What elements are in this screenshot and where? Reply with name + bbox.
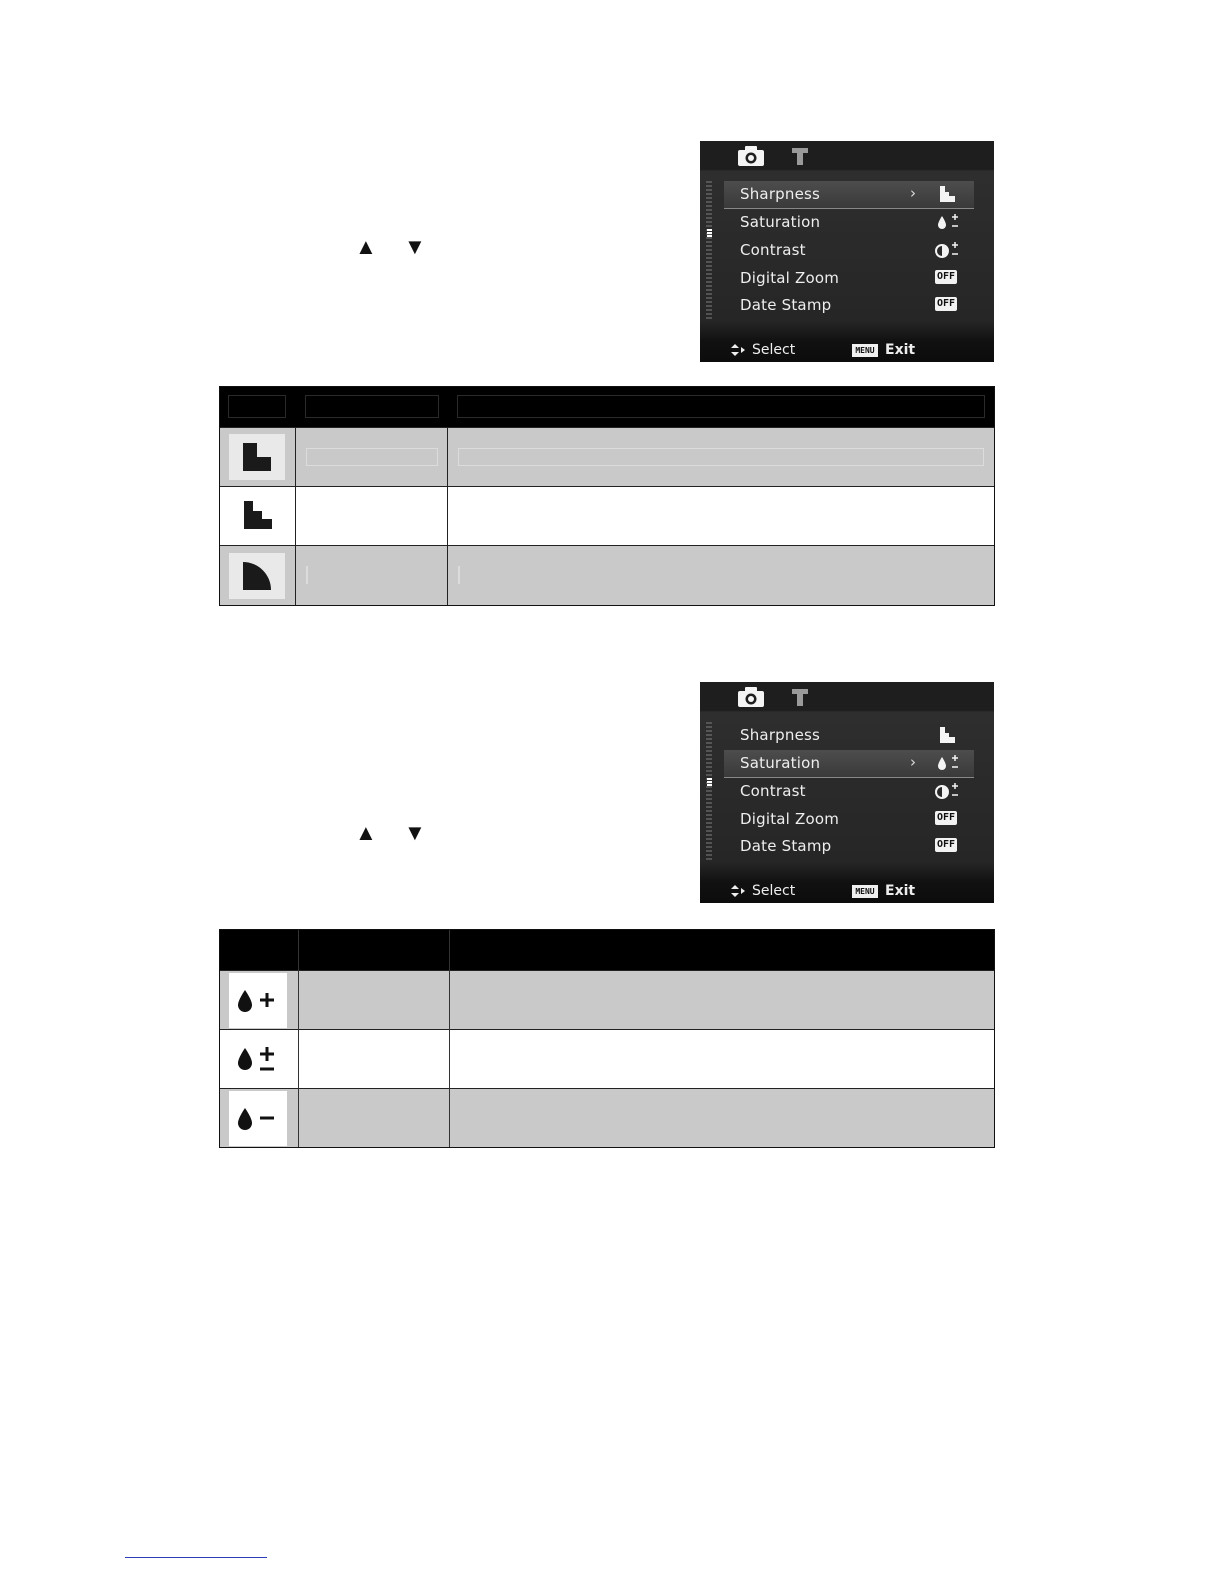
up-arrow-icon: ▲ xyxy=(355,820,377,845)
menu-row-sharpness[interactable] xyxy=(724,181,974,209)
menu-row-label: Sharpness xyxy=(740,726,821,744)
header-cell-icon xyxy=(228,395,286,418)
menu-row-sharpness[interactable] xyxy=(724,722,974,749)
menu-row-label: Sharpness xyxy=(740,185,821,203)
scroll-track xyxy=(706,722,712,862)
icon-cell-bg xyxy=(229,1091,287,1146)
camera-tab-icon[interactable] xyxy=(737,145,765,167)
contrast-normal-icon xyxy=(932,781,964,801)
camera-menu-screen-1 xyxy=(700,141,994,362)
menu-row-contrast[interactable] xyxy=(724,778,974,805)
menu-row-date-stamp[interactable] xyxy=(724,833,974,860)
off-badge: OFF xyxy=(937,812,956,823)
item-cell xyxy=(306,566,308,584)
exit-hint: Exit xyxy=(885,883,916,899)
column-divider xyxy=(298,930,299,1147)
off-badge: OFF xyxy=(937,298,956,309)
footer-link-underline xyxy=(125,1557,267,1558)
menu-tab-bar xyxy=(700,682,994,710)
table-row xyxy=(220,1088,994,1147)
setup-tab-icon[interactable] xyxy=(791,687,809,707)
menu-tab-bar xyxy=(700,141,994,169)
item-cell xyxy=(306,448,438,466)
scroll-track xyxy=(706,181,712,321)
menu-footer xyxy=(700,340,994,362)
sharpness-normal-icon xyxy=(932,725,964,745)
table-header xyxy=(220,930,994,970)
camera-tab-icon[interactable] xyxy=(737,686,765,708)
menu-button-badge: MENU xyxy=(852,344,878,357)
saturation-normal-icon xyxy=(236,1045,280,1073)
sharpness-low-icon xyxy=(243,562,271,590)
header-cell-description xyxy=(457,395,985,418)
description-cell xyxy=(458,448,984,466)
sharpness-table xyxy=(219,386,995,606)
select-hint: Select xyxy=(752,342,796,358)
table-row xyxy=(220,486,994,545)
menu-row-label: Digital Zoom xyxy=(740,810,840,828)
saturation-high-icon xyxy=(236,987,280,1015)
menu-row-saturation[interactable] xyxy=(724,209,974,236)
saturation-normal-icon xyxy=(932,753,964,773)
menu-row-label: Saturation xyxy=(740,213,821,231)
saturation-table xyxy=(219,929,995,1148)
table-row xyxy=(220,1029,994,1088)
menu-row-label: Contrast xyxy=(740,782,806,800)
down-arrow-icon: ▼ xyxy=(404,820,426,845)
header-cell-item xyxy=(305,395,439,418)
chevron-right-icon: › xyxy=(910,753,916,771)
icon-cell-bg xyxy=(229,553,285,599)
saturation-low-icon xyxy=(236,1105,280,1133)
camera-menu-screen-2 xyxy=(700,682,994,903)
table-header xyxy=(220,387,994,427)
down-arrow-icon: ▼ xyxy=(404,234,426,259)
column-divider xyxy=(449,930,450,1147)
menu-row-label: Contrast xyxy=(740,241,806,259)
sharpness-high-icon xyxy=(243,443,271,471)
menu-row-label: Date Stamp xyxy=(740,296,832,314)
menu-row-label: Saturation xyxy=(740,754,821,772)
table-row xyxy=(220,427,994,486)
icon-cell-bg xyxy=(229,434,285,480)
navigation-arrows-icon xyxy=(730,343,746,357)
exit-hint: Exit xyxy=(885,342,916,358)
menu-row-label: Digital Zoom xyxy=(740,269,840,287)
menu-button-badge: MENU xyxy=(852,885,878,898)
menu-row-label: Date Stamp xyxy=(740,837,832,855)
menu-row-digital-zoom[interactable] xyxy=(724,806,974,833)
up-arrow-icon: ▲ xyxy=(355,234,377,259)
sharpness-normal-icon xyxy=(932,184,964,204)
column-divider xyxy=(447,427,448,605)
table-row xyxy=(220,545,994,605)
select-hint: Select xyxy=(752,883,796,899)
menu-row-saturation[interactable] xyxy=(724,750,974,778)
menu-row-date-stamp[interactable] xyxy=(724,292,974,319)
table-row xyxy=(220,970,994,1029)
contrast-normal-icon xyxy=(932,240,964,260)
off-badge: OFF xyxy=(937,839,956,850)
menu-row-digital-zoom[interactable] xyxy=(724,265,974,292)
column-divider xyxy=(295,427,296,605)
scroll-thumb[interactable] xyxy=(707,778,712,787)
saturation-normal-icon xyxy=(932,212,964,232)
icon-cell-bg xyxy=(229,973,287,1028)
scroll-thumb[interactable] xyxy=(707,229,712,238)
sharpness-normal-icon xyxy=(244,501,272,529)
navigation-arrows-icon xyxy=(730,884,746,898)
off-badge: OFF xyxy=(937,271,956,282)
chevron-right-icon: › xyxy=(910,184,916,202)
setup-tab-icon[interactable] xyxy=(791,146,809,166)
description-cell xyxy=(458,566,460,584)
menu-row-contrast[interactable] xyxy=(724,237,974,264)
menu-footer xyxy=(700,881,994,903)
